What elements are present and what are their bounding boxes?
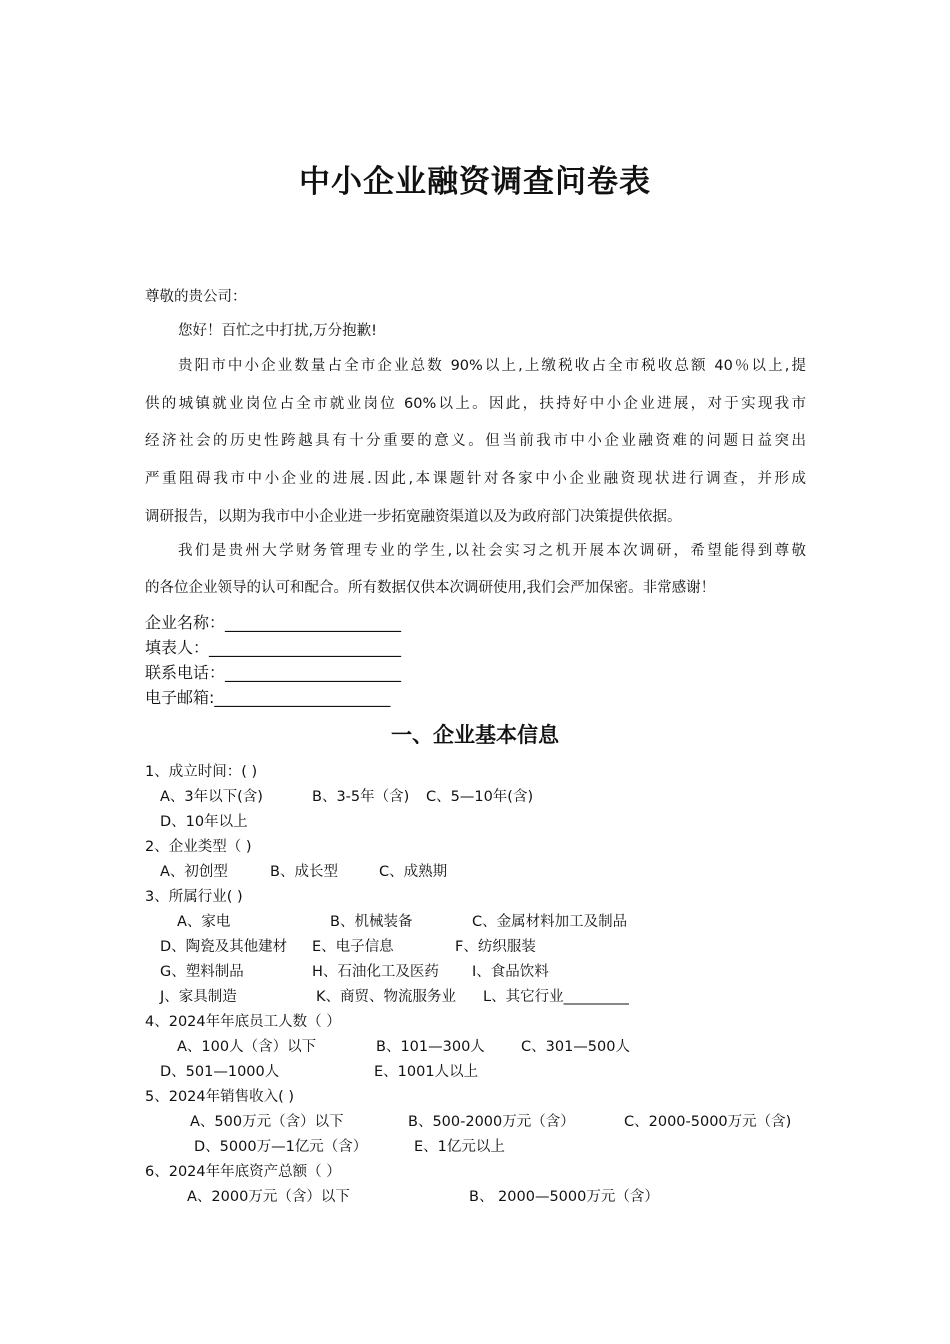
option[interactable]: K、商贸、物流服务业 <box>316 989 457 1005</box>
intro-line: 严重阻碍我市中小企业的进展.因此,本课题针对各家中小企业融资现状进行调查，并形成 <box>145 471 806 487</box>
intro-line: 调研报告，以期为我市中小企业进一步拓宽融资渠道以及为政府部门决策提供依据。 <box>145 509 682 525</box>
question-6: 6、2024年年底资产总额（ ） <box>145 1164 341 1180</box>
option[interactable]: L、其它行业_________ <box>483 989 629 1005</box>
intro-line: 贵阳市中小企业数量占全市企业总数 90%以上,上缴税收占全市税收总额 40％以上,提 <box>178 358 806 374</box>
option[interactable]: D、501—1000人 <box>160 1064 280 1080</box>
option[interactable]: D、5000万—1亿元（含） <box>194 1139 368 1155</box>
purpose-line: 的各位企业领导的认可和配合。所有数据仅供本次调研使用,我们会严加保密。非常感谢！ <box>145 580 716 596</box>
option[interactable]: B、 2000—5000万元（含） <box>469 1189 659 1205</box>
greeting: 您好！百忙之中打扰,万分抱歉! <box>178 323 377 339</box>
option[interactable]: B、机械装备 <box>330 914 413 930</box>
option[interactable]: A、100人（含）以下 <box>177 1039 317 1055</box>
option[interactable]: B、500-2000万元（含） <box>408 1114 575 1130</box>
field-company-name[interactable]: 企业名称：______________________ <box>145 613 402 632</box>
option[interactable]: E、1亿元以上 <box>414 1139 505 1155</box>
option[interactable]: B、成长型 <box>270 864 338 880</box>
option[interactable]: D、陶瓷及其他建材 <box>160 939 288 955</box>
option[interactable]: C、301—500人 <box>521 1039 630 1055</box>
option[interactable]: I、食品饮料 <box>472 964 549 980</box>
option[interactable]: A、500万元（含）以下 <box>190 1114 344 1130</box>
field-phone[interactable]: 联系电话：______________________ <box>145 663 402 682</box>
option[interactable]: C、5—10年(含) <box>426 789 534 805</box>
option[interactable]: C、成熟期 <box>379 864 448 880</box>
option[interactable]: B、3-5年（含) <box>312 789 410 805</box>
field-email[interactable]: 电子邮箱:______________________ <box>145 688 391 707</box>
option[interactable]: H、石油化工及医药 <box>312 964 439 980</box>
option[interactable]: A、2000万元（含）以下 <box>187 1189 350 1205</box>
option[interactable]: C、金属材料加工及制品 <box>472 914 628 930</box>
intro-line: 经济社会的历史性跨越具有十分重要的意义。但当前我市中小企业融资难的问题日益突出 <box>145 433 806 449</box>
option[interactable]: A、初创型 <box>160 864 228 880</box>
section-heading: 一、企业基本信息 <box>391 723 559 747</box>
option[interactable]: J、家具制造 <box>160 989 237 1005</box>
option[interactable]: E、电子信息 <box>312 939 394 955</box>
question-4: 4、2024年年底员工人数（ ） <box>145 1014 341 1030</box>
field-filler[interactable]: 填表人：________________________ <box>145 638 402 657</box>
document-title: 中小企业融资调查问卷表 <box>299 164 651 200</box>
option[interactable]: D、10年以上 <box>160 814 248 830</box>
question-2: 2、企业类型（ ) <box>145 839 252 855</box>
intro-line: 供的城镇就业岗位占全市就业岗位 60%以上。因此，扶持好中小企业进展，对于实现我市 <box>145 396 806 412</box>
question-5: 5、2024年销售收入( ) <box>145 1089 295 1105</box>
question-3: 3、所属行业( ) <box>145 889 243 905</box>
salutation: 尊敬的贵公司： <box>145 289 247 305</box>
option[interactable]: G、塑料制品 <box>160 964 244 980</box>
option[interactable]: B、101—300人 <box>376 1039 485 1055</box>
option[interactable]: A、家电 <box>177 914 231 930</box>
question-1: 1、成立时间：( ) <box>145 764 258 780</box>
purpose-line: 我们是贵州大学财务管理专业的学生,以社会实习之机开展本次调研，希望能得到尊敬 <box>178 543 806 559</box>
option[interactable]: E、1001人以上 <box>374 1064 479 1080</box>
option[interactable]: F、纺织服装 <box>455 939 536 955</box>
option[interactable]: C、2000-5000万元（含) <box>624 1114 792 1130</box>
option[interactable]: A、3年以下(含) <box>160 789 263 805</box>
